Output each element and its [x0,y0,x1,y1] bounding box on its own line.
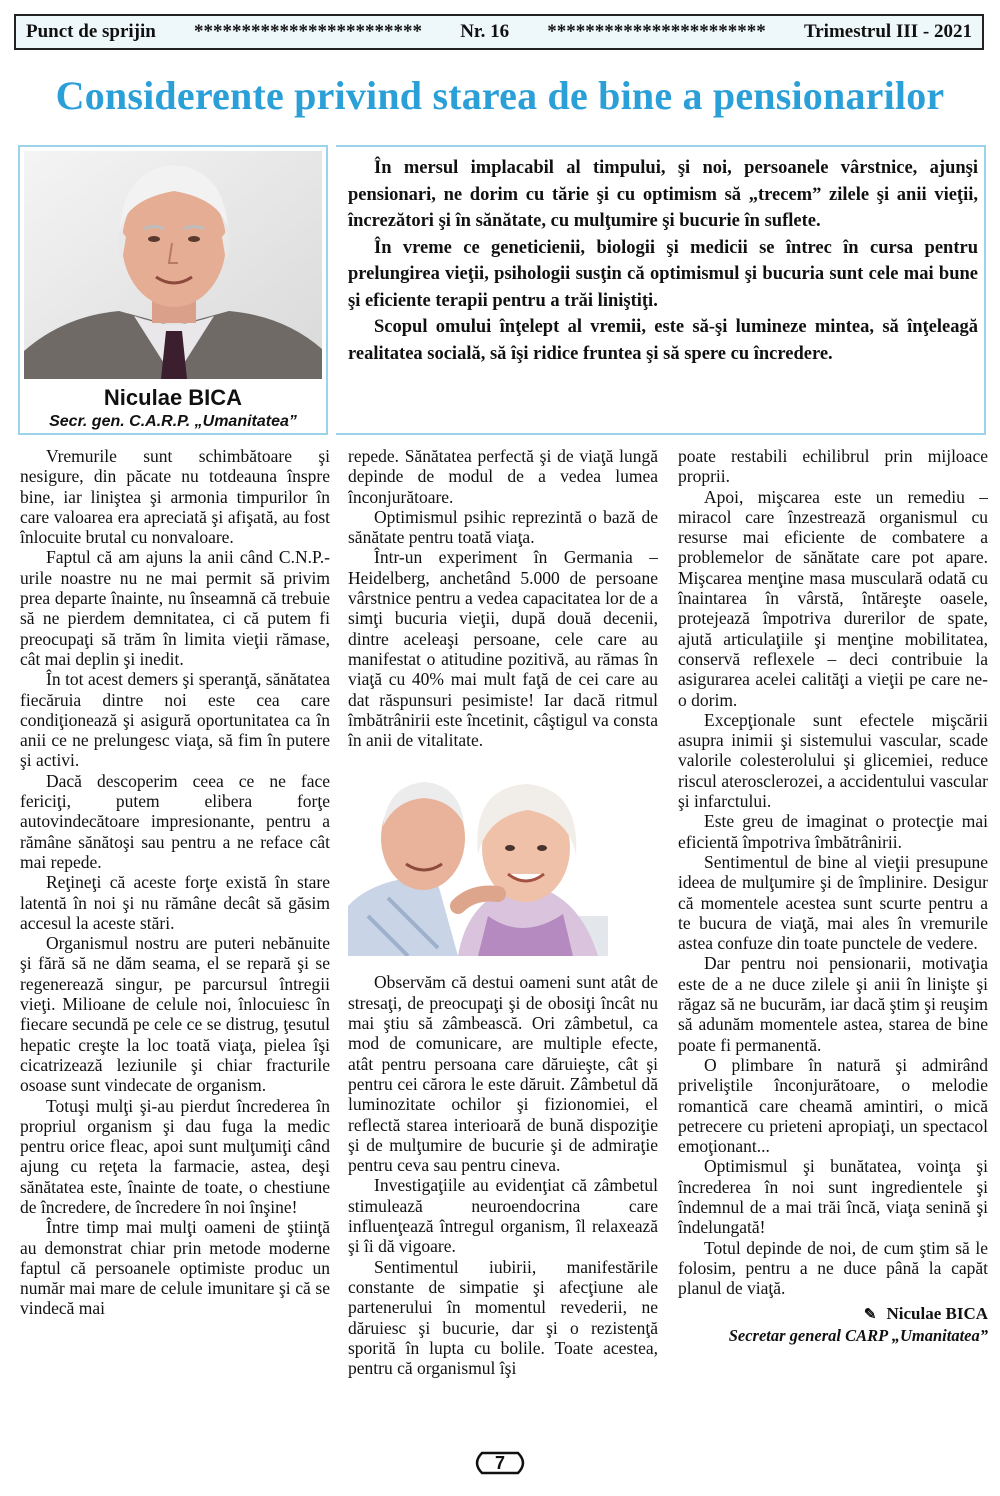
article-column-1 [20,446,330,1426]
author-role: Secr. gen. C.A.R.P. „Umanitatea” [49,413,297,430]
body-paragraph: Sentimentul iubirii, manifestările constante de simpatie şi afecţiune ale partenerului în momentul revederii, ne dăruiesc şi bucurie, dar şi o rezistenţă sporită în lupta cu bolile. Toate acestea, pentru că organismul îşi [348,1256,658,1379]
body-paragraph: Optimismul şi bunătatea, voinţa şi încrederea în noi sunt ingredientele şi îndemnul de a mai trăi încă, viaţa senină şi îndelungată! [678,1156,988,1238]
page-number: 7 [494,1453,505,1473]
body-paragraph: Excepţionale sunt efectele mişcării asupra inimii şi sistemului vascular, scade valorile colesterolului şi glicemiei, reduce riscul aterosclerozei, a accidentului vascular şi infarctului. [678,709,988,812]
lead-paragraph: În mersul implacabil al timpului, şi noi, persoanele vârstnice, ajunşi pensionari, ne dorim cu tărie şi cu optimism să „trecem” zilele şi anii vieţii, încrezători şi în sănătate, cu mulţumire şi bucurie în suflete. [348,158,978,231]
header-stars-right: *********************** [547,21,766,42]
page-number-badge [470,1450,530,1476]
body-paragraph: Este greu de imaginat o protecţie mai eficientă împotriva îmbătrânirii. [678,811,988,852]
signature-role: Secretar general CARP „Umanitatea” [728,1325,988,1345]
body-paragraph: repede. Sănătatea perfectă şi de viaţă lungă depinde de modul de a vedea lumea înconjurătoare. [348,446,658,507]
issue-header-bar [14,14,984,50]
body-paragraph: Vremurile sunt schimbătoare şi nesigure, din păcate nu totdeauna înspre bine, iar liniştea şi armonia timpurilor în care valoarea era apreciată şi afişată, au fost înlocuite brutal cu nonvaloare. [20,446,330,548]
body-paragraph: Organismul nostru are puteri nebănuite şi fără să ne dăm seama, el se repară şi se regenerează singur, pe parcursul întregii vieţi. Milioane de celule noi, înlocuiesc în fiecare secundă pe cele ce se distrug, ţesutul hepatic creşte la loc toată viaţa, pielea îşi cicatrizează leziunile şi chiar fracturile osoase sunt vindecate de organism. [20,933,330,1096]
author-name: Niculae BICA [103,385,243,410]
header-issue-number: Nr. 16 [460,21,510,42]
article-column-3 [678,446,988,1426]
body-paragraph: Apoi, mişcarea este un remediu – miracol care înzestrează organismul cu resurse mai eficiente de combatere a problemelor de sănătate care pot apare. Mişcarea menţine masa musculară odată cu înaintarea în vârstă, întăreşte oasele, protejează împotriva durerilor de spate, ajută articulaţiile şi menţine mobilitatea, conservă reflexele – deci contribuie la asigurarea acelei calităţi a vieţii pe care ne-o dorim. [678,486,988,710]
body-paragraph: Dar pentru noi pensionarii, motivaţia este de a ne duce zilele şi anii în linişte şi răgaz să ne bucurăm, iar dacă ştim şi reuşim să adunăm momentele astea, starea de bine poate fi permanentă. [678,953,988,1055]
body-paragraph: Sentimentul de bine al vieţii presupune ideea de mulţumire şi de împlinire. Desigur că momentele acestea sunt scurte pentru a te bucura de viaţă, mai ales în vremurile astea confuze din toate punctele de vedere. [678,851,988,954]
seniors-couple-photo [348,766,658,956]
header-section-name: Punct de sprijin [26,21,156,42]
author-box [18,145,328,435]
body-paragraph: Observăm că destui oameni sunt atât de stresaţi, de preocupaţi şi de obosiţi încât nu mai ştiu să zâmbească. Ori zâmbetul, ca mod de comunicare, are multiple efecte, atât pentru persoana care dăruieşte, cât şi pentru cei cărora le este dăruit. Zâmbetul dă luminozitate ochilor şi fizionomiei, el reflectă starea interioară de bună dispoziţie şi de mulţumire de bucurie şi de admiraţie pentru ceva sau pentru cineva. [348,972,658,1176]
body-paragraph: poate restabili echilibrul prin mijloace proprii. [678,446,988,487]
body-paragraph: Reţineţi că aceste forţe există în stare latentă în noi şi nu rămâne decât să găsim accesul la aceste stări. [20,872,330,933]
lead-paragraph: În vreme ce geneticienii, biologii şi medicii se întrec în cursa pentru prelungirea vieţii, psihologii susţin că optimismul şi bucuria sunt cele mai bune şi eficiente terapii pentru a trăi liniştiţi. [348,237,978,311]
body-paragraph: Totuşi mulţi şi-au pierdut încrederea în propriul organism şi dau fuga la medic pentru orice fleac, apoi sunt mulţumiţi când ajung cu reţeta la farmacie, astea, deşi sănătatea este, înainte de toate, o chestiune de încredere, de încredere în noi înşine! [20,1095,330,1217]
body-paragraph: Optimismul psihic reprezintă o bază de sănătate pentru toată viaţa. [348,506,658,548]
pen-icon: ✎ [863,1307,877,1324]
body-paragraph: Totul depinde de noi, de cum ştim să le folosim, pentru a ne duce până la capăt planul de viaţă. [678,1237,988,1299]
signature-name-line [678,1304,988,1325]
article-title: Considerente privind starea de bine a pensionarilor [55,73,945,118]
body-paragraph: Dacă descoperim ceea ce ne face fericiţi, putem elibera forţe autovindecătoare impresionante, pentru a rămâne sănătoşi sau pentru a ne reface cât mai repede. [20,770,330,872]
body-paragraph: Într-un experiment în Germania – Heidelberg, anchetând 5.000 de persoane vârstnice pentru a vedea capacitatea lor de a simţi bucuria vieţii, după două decenii, dintre aceleaşi persoane, cele care au manifestat o atitudine pozitivă, au rămas în viaţă cu 40% mai mult faţă de cei care au dat răspunsuri pesimiste! Iar dacă ritmul îmbătrânirii este încetinit, câştigul va consta în anii de vitalitate. [348,547,658,751]
body-paragraph: Investigaţiile au evidenţiat că zâmbetul stimulează neuroendocrina care influenţează întregul organism, îl relaxează şi îi dă vigoare. [348,1175,658,1257]
header-stars-left: ************************ [194,21,423,42]
article-lead [336,145,986,435]
signature-name: Niculae BICA [886,1304,988,1324]
body-paragraph: În tot acest demers şi speranţă, sănătatea fiecăruia dintre noi este cea care condiţionează şi asigură oportunitatea ca în anii ce ne prelungesc viaţa, să fim în putere şi activi. [20,669,330,771]
body-paragraph: O plimbare în natură şi admirând priveliştile înconjurătoare, o melodie romantică care cheamă amintiri, o mică petrecere cu prieteni apropiaţi, un spectacol emoţionant... [678,1054,988,1157]
body-paragraph: Între timp mai mulţi oameni de ştiinţă au demonstrat chiar prin metode moderne faptul că persoanele optimiste produc un număr mai mare de celule imunitare şi că se vindecă mai [20,1217,330,1319]
lead-paragraph: Scopul omului înţelept al vremii, este să-şi lumineze mintea, să înţeleagă realitatea socială, să îşi ridice fruntea şi să spere cu încredere. [348,317,978,364]
article-column-2 [348,446,658,1426]
header-quarter: Trimestrul III - 2021 [803,21,972,42]
body-paragraph: Faptul că am ajuns la anii când C.N.P.-urile noastre nu ne mai permit să privim prea departe înainte, nu înseamnă că trebuie să ne pierdem demnitatea, ci că putem fi preocupaţi să trăm în limita vieţii rămase, cât mai deplin şi inedit. [20,547,330,669]
author-portrait-photo [24,151,322,379]
